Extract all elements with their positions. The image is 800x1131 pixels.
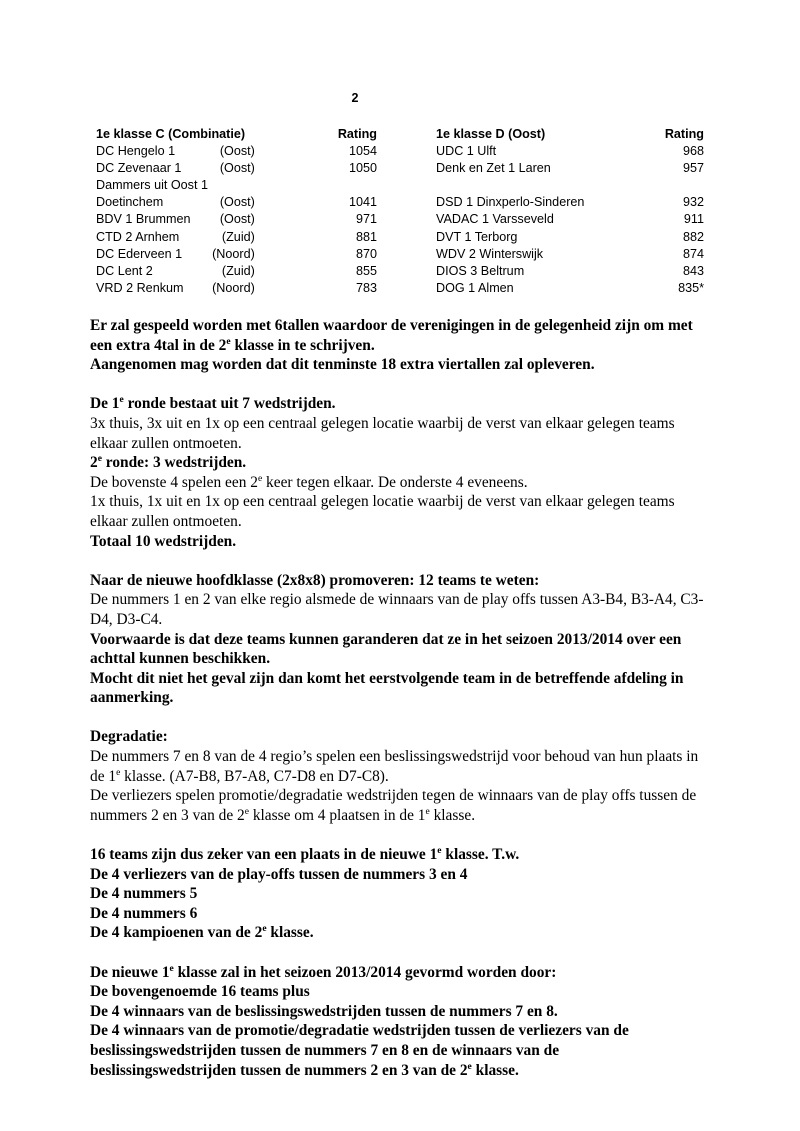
line: Voorwaarde is dat deze teams kunnen garanderen dat ze in het seizoen 2013/2014 over een achttal kunnen beschikken. xyxy=(90,630,682,668)
table-row xyxy=(96,246,397,263)
line: 1x thuis, 1x uit en 1x op een centraal gelegen locatie waarbij de verst van elkaar gelegen teams elkaar zullen ontmoeten. xyxy=(90,493,675,530)
table-row xyxy=(96,229,397,246)
superscript-e: e xyxy=(119,394,124,406)
cell-team: CTD 2 Arnhem xyxy=(96,229,180,244)
cell-team xyxy=(436,177,634,194)
cell-team: DIOS 3 Beltrum xyxy=(436,263,525,278)
superscript-e: e xyxy=(97,453,102,465)
cell-team: Denk en Zet 1 Laren xyxy=(436,161,551,176)
table-row xyxy=(436,280,704,297)
cell-team: UDC 1 Ulft xyxy=(436,144,497,159)
page-number: 2 xyxy=(351,91,359,105)
superscript-e: e xyxy=(169,962,174,974)
heading-degradatie: Degradatie: xyxy=(90,728,168,746)
table-row xyxy=(436,229,704,246)
superscript-e: e xyxy=(425,805,430,817)
line: 16 teams zijn dus zeker van een plaats in de nieuwe 1e klasse. T.w. xyxy=(90,844,520,864)
table-row xyxy=(436,246,704,263)
table-row xyxy=(96,280,397,297)
table-row xyxy=(436,263,704,280)
table-row xyxy=(436,143,704,160)
cell-rating: 855 xyxy=(355,263,377,278)
line: De nummers 7 en 8 van de 4 regio’s spelen een beslissingswedstrijd voor behoud van hun plaats in de 1e klasse. (A7-B8, B7-A8, C7-D8 en D7-C8). xyxy=(90,748,699,785)
cell-rating: 968 xyxy=(682,144,704,159)
superscript-e: e xyxy=(116,766,121,778)
cell-rating: 870 xyxy=(355,246,377,261)
cell-rating: 971 xyxy=(355,212,377,227)
line: De 4 nummers 6 xyxy=(90,904,198,922)
cell-region: (Oost) xyxy=(219,212,255,227)
line: Aangenomen mag worden dat dit tenminste 18 extra viertallen zal opleveren. xyxy=(90,356,595,374)
line: De 4 kampioenen van de 2e klasse. xyxy=(90,923,314,942)
cell-rating: 1041 xyxy=(348,195,377,210)
cell-rating xyxy=(634,177,704,194)
superscript-e: e xyxy=(437,844,442,856)
line: De 4 nummers 5 xyxy=(90,885,198,903)
cell-rating xyxy=(255,177,397,194)
cell-team: VRD 2 Renkum xyxy=(96,280,184,295)
table-body-c xyxy=(96,143,397,297)
table-row xyxy=(96,160,397,177)
superscript-e: e xyxy=(226,335,231,347)
paragraph-promotie xyxy=(90,571,706,708)
cell-region: (Noord) xyxy=(212,280,255,295)
column-header-rating-d: Rating xyxy=(664,127,704,141)
cell-rating: 932 xyxy=(682,195,704,210)
superscript-e: e xyxy=(467,1060,472,1072)
cell-rating: 1054 xyxy=(348,144,377,159)
table-row xyxy=(96,194,397,211)
standings-tables xyxy=(96,126,704,297)
cell-team: DC Zevenaar 1 xyxy=(96,161,182,176)
line: De nieuwe 1e klasse zal in het seizoen 2013/2014 gevormd worden door: xyxy=(90,962,557,981)
superscript-e: e xyxy=(262,923,267,935)
paragraph-rondes xyxy=(90,394,706,551)
line: Mocht dit niet het geval zijn dan komt het eerstvolgende team in de betreffende afdeling in aanmerking. xyxy=(90,669,684,707)
table-header-row xyxy=(96,126,397,143)
table-row xyxy=(436,160,704,177)
table-row xyxy=(96,263,397,280)
table-header-row xyxy=(436,126,704,143)
column-header-title-c: 1e klasse C (Combinatie) xyxy=(96,127,246,141)
cell-team: DC Hengelo 1 xyxy=(96,144,176,159)
line: De 4 winnaars van de promotie/degradatie wedstrijden tussen de verliezers van de beslissingswedstrijden tussen de nummers 7 en 8 en de winnaars van de beslissingswedstrijden tussen de nummers 2 en 3 van de 2e klasse. xyxy=(90,1022,629,1079)
cell-rating: 843 xyxy=(682,263,704,278)
table-row xyxy=(436,211,704,228)
cell-region: (Oost) xyxy=(219,161,255,176)
line: 3x thuis, 3x uit en 1x op een centraal gelegen locatie waarbij de verst van elkaar gelegen teams elkaar zullen ontmoeten. xyxy=(90,414,675,452)
superscript-e: e xyxy=(244,805,249,817)
document-body xyxy=(90,316,706,1080)
line: De 4 winnaars van de beslissingswedstrijden tussen de nummers 7 en 8. xyxy=(90,1002,558,1020)
cell-team: DC Lent 2 xyxy=(96,263,153,278)
cell-team: DOG 1 Almen xyxy=(436,280,514,295)
paragraph-6tallen xyxy=(90,316,706,375)
cell-team: WDV 2 Winterswijk xyxy=(436,246,544,261)
table-row xyxy=(96,177,397,194)
heading-totaal: Totaal 10 wedstrijden. xyxy=(90,532,237,550)
paragraph-16-teams xyxy=(90,845,706,943)
heading-eerste-ronde: De 1e ronde bestaat uit 7 wedstrijden. xyxy=(90,394,336,413)
table-row xyxy=(436,177,704,194)
cell-team: DVT 1 Terborg xyxy=(436,229,518,244)
cell-rating: 783 xyxy=(355,280,377,295)
line: De verliezers spelen promotie/degradatie wedstrijden tegen de winnaars van de play offs tussen de nummers 2 en 3 van de 2e klasse om 4 plaatsen in de 1e klasse. xyxy=(90,787,697,824)
column-header-title-d: 1e klasse D (Oost) xyxy=(436,127,546,141)
line: De 4 verliezers van de play-offs tussen de nummers 3 en 4 xyxy=(90,865,468,883)
table-klasse-d xyxy=(436,126,704,297)
cell-rating: 911 xyxy=(683,212,704,227)
table-klasse-c xyxy=(96,126,397,297)
table-body-d xyxy=(436,143,704,297)
cell-rating: 881 xyxy=(355,229,377,244)
cell-rating: 882 xyxy=(682,229,704,244)
cell-team: Dammers uit Oost 1 xyxy=(96,178,208,193)
superscript-e: e xyxy=(257,472,263,484)
table-row xyxy=(96,143,397,160)
cell-region: (Zuid) xyxy=(221,229,255,244)
table-row xyxy=(96,211,397,228)
line: De nummers 1 en 2 van elke regio alsmede de winnaars van de play offs tussen A3-B4, B3-A4, C3-D4, D3-C4. xyxy=(90,591,704,628)
table-row xyxy=(436,194,704,211)
cell-rating: 957 xyxy=(682,161,704,176)
cell-region: (Zuid) xyxy=(221,263,255,278)
cell-region: (Oost) xyxy=(219,144,255,159)
line: Er zal gespeeld worden met 6tallen waardoor de verenigingen in de gelegenheid zijn om met een extra 4tal in de 2e klasse in te schrijven. xyxy=(90,317,693,354)
cell-region: (Noord) xyxy=(212,246,255,261)
cell-team: BDV 1 Brummen xyxy=(96,212,191,227)
cell-rating: 1050 xyxy=(348,161,377,176)
column-header-rating-c: Rating xyxy=(337,127,377,141)
paragraph-degradatie xyxy=(90,727,706,825)
cell-team: VADAC 1 Varsseveld xyxy=(436,212,554,227)
cell-team: Doetinchem xyxy=(96,195,164,210)
cell-team: DC Ederveen 1 xyxy=(96,246,183,261)
paragraph-nieuwe-klasse xyxy=(90,963,706,1081)
line: De bovenste 4 spelen een 2e keer tegen elkaar. De onderste 4 eveneens. xyxy=(90,472,528,491)
line: De bovengenoemde 16 teams plus xyxy=(90,983,310,1001)
cell-rating: 835* xyxy=(678,280,704,295)
heading-hoofdklasse: Naar de nieuwe hoofdklasse (2x8x8) promoveren: 12 teams te weten: xyxy=(90,571,540,589)
heading-tweede-ronde: 2e ronde: 3 wedstrijden. xyxy=(90,453,247,472)
cell-team: DSD 1 Dinxperlo-Sinderen xyxy=(436,195,585,210)
cell-region: (Oost) xyxy=(219,195,255,210)
cell-rating: 874 xyxy=(682,246,704,261)
